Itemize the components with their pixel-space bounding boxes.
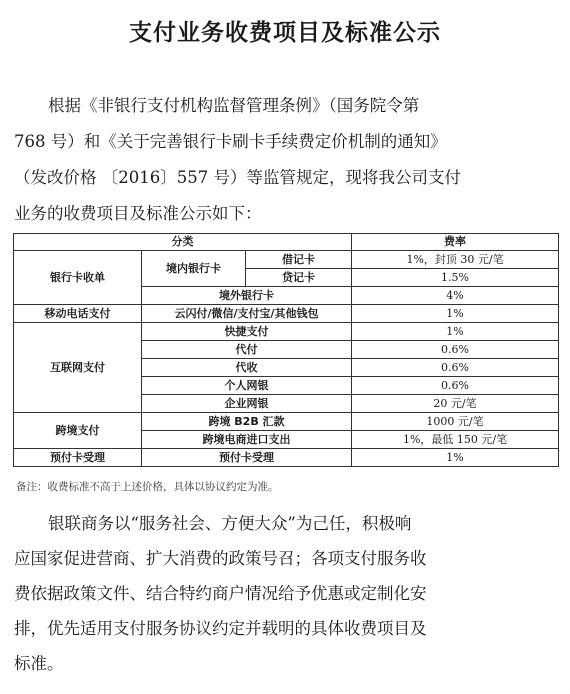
closing-line-4: 排，优先适用支付服务协议约定并载明的具体收费项目及	[14, 619, 427, 638]
cross-border-item-ecommerce: 跨境电商进口支出	[142, 431, 352, 449]
internet-item-corporate-banking: 企业网银	[142, 395, 352, 413]
cross-border-item-b2b: 跨境 B2B 汇款	[142, 413, 352, 431]
internet-rate-corporate-banking: 20 元/笔	[352, 395, 559, 413]
intro-line-1: 根据《非银行支付机构监督管理条例》（国务院令第	[48, 96, 420, 115]
internet-rate-personal-banking: 0.6%	[352, 377, 559, 395]
table-row	[14, 449, 559, 467]
mobile-wallet-item: 云闪付/微信/支付宝/其他钱包	[142, 305, 352, 323]
closing-line-3: 费依据政策文件、结合特约商户情况给予优惠或定制化安	[14, 584, 427, 603]
page-title: 支付业务收费项目及标准公示	[129, 20, 441, 46]
closing-line-1: 银联商务以“服务社会、方便大众”为己任，积极响	[48, 514, 412, 533]
debit-card-rate: 1%，封顶 30 元/笔	[352, 251, 559, 269]
credit-card-rate: 1.5%	[352, 269, 559, 287]
credit-card-item: 贷记卡	[246, 269, 352, 287]
internet-item-quick: 快捷支付	[142, 323, 352, 341]
internet-category: 互联网支付	[14, 323, 142, 413]
table-row	[14, 305, 559, 323]
internet-rate-payout: 0.6%	[352, 341, 559, 359]
mobile-category: 移动电话支付	[14, 305, 142, 323]
intro-line-2: 768 号）和《关于完善银行卡刷卡手续费定价机制的通知》	[14, 132, 447, 151]
mobile-wallet-rate: 1%	[352, 305, 559, 323]
debit-card-item: 借记卡	[246, 251, 352, 269]
table-row	[14, 323, 559, 341]
bank-card-category: 银行卡收单	[14, 251, 142, 305]
table-row	[14, 251, 559, 269]
overseas-card-rate: 4%	[352, 287, 559, 305]
internet-rate-quick: 1%	[352, 323, 559, 341]
internet-item-payout: 代付	[142, 341, 352, 359]
prepaid-category: 预付卡受理	[14, 449, 142, 467]
internet-item-personal-banking: 个人网银	[142, 377, 352, 395]
cross-border-rate-ecommerce: 1%，最低 150 元/笔	[352, 431, 559, 449]
fee-table	[13, 233, 559, 467]
prepaid-item: 预付卡受理	[142, 449, 352, 467]
cross-border-category: 跨境支付	[14, 413, 142, 449]
header-category: 分类	[14, 234, 352, 251]
intro-line-4: 业务的收费项目及标准公示如下：	[14, 204, 262, 223]
table-row	[14, 413, 559, 431]
overseas-card-item: 境外银行卡	[142, 287, 352, 305]
table-header-row	[14, 234, 559, 251]
closing-line-5: 标准。	[14, 654, 64, 673]
internet-item-collection: 代收	[142, 359, 352, 377]
intro-line-3: （发改价格 〔2016〕557 号）等监管规定，现将我公司支付	[14, 168, 461, 187]
internet-rate-collection: 0.6%	[352, 359, 559, 377]
cross-border-rate-b2b: 1000 元/笔	[352, 413, 559, 431]
prepaid-rate: 1%	[352, 449, 559, 467]
header-rate: 费率	[352, 234, 559, 251]
closing-line-2: 应国家促进营商、扩大消费的政策号召；各项支付服务收	[14, 549, 427, 568]
table-note: 备注：收费标准不高于上述价格，具体以协议约定为准。	[16, 481, 279, 493]
domestic-card-subcategory: 境内银行卡	[142, 251, 246, 287]
